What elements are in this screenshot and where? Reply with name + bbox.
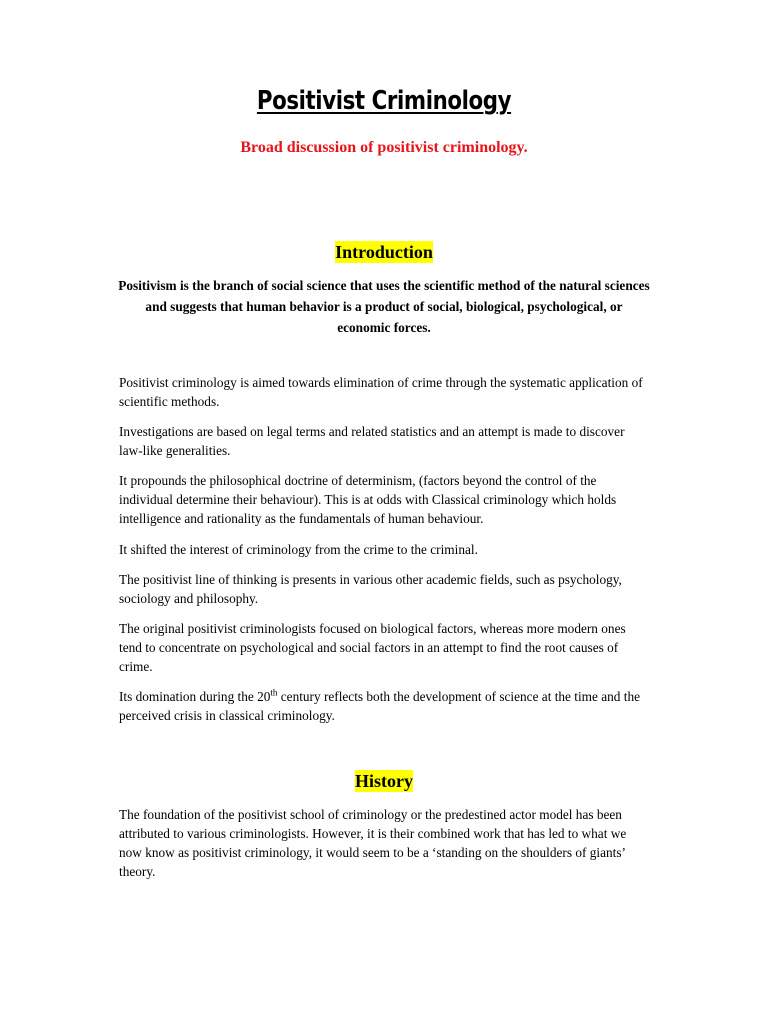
paragraph: The positivist line of thinking is presents in various other academic fields, such as psychology, sociology and philosophy. <box>119 572 622 606</box>
document-title: Positivist Criminology <box>256 86 512 116</box>
introduction-lead-paragraph: Positivism is the branch of social science that uses the scientific method of the natural sciences and suggests that human behavior is a product of social, biological, psychological, or economic forces. <box>118 278 650 335</box>
history-paragraph: The foundation of the positivist school of criminology or the predestined actor model has been attributed to various criminologists. However, it is their combined work that has led to what we now know as positivist criminology, it would seem to be a ‘standing on the shoulders of giants’ theory. <box>119 807 627 879</box>
history-heading <box>0 767 768 794</box>
paragraph: It shifted the interest of criminology from the crime to the criminal. <box>119 542 478 557</box>
paragraph: Investigations are based on legal terms and related statistics and an attempt is made to discover law-like generalities. <box>119 424 625 458</box>
superscript-th: th <box>270 687 278 698</box>
history-heading-text: History <box>355 771 413 791</box>
paragraph: Positivist criminology is aimed towards elimination of crime through the systematic application of scientific methods. <box>119 375 643 409</box>
paragraph: The original positivist criminologists focused on biological factors, whereas more modern ones tend to concentrate on psychological and social factors in an attempt to find the root causes of crime. <box>119 621 626 674</box>
document-subtitle: Broad discussion of positivist criminology. <box>240 139 528 156</box>
paragraph: It propounds the philosophical doctrine of determinism, (factors beyond the control of the individual determine their behaviour). This is at odds with Classical criminology which holds intelligence and rationality as the fundamentals of human behaviour. <box>119 473 617 526</box>
paragraph-text-before: Its domination during the 20 <box>119 689 271 704</box>
introduction-heading <box>0 238 768 265</box>
paragraph-20th-century <box>119 687 651 725</box>
introduction-heading-text: Introduction <box>335 242 433 262</box>
paragraph-text-after: century reflects both the development of science at the time and the perceived crisis in classical criminology. <box>119 689 641 723</box>
